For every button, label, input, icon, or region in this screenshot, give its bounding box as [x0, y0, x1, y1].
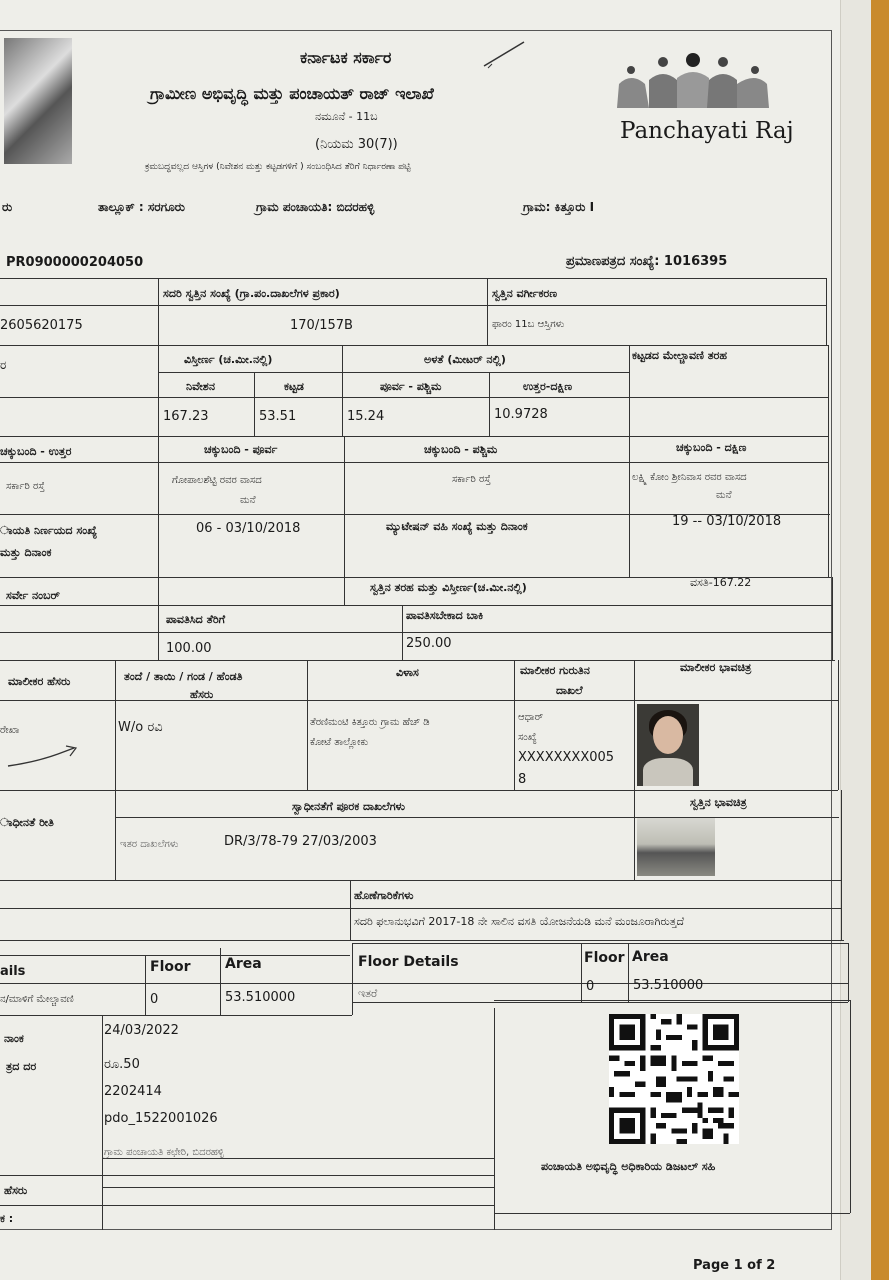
- site-area: 167.23: [163, 409, 209, 424]
- pen-mark: [482, 40, 526, 70]
- govt-title: ಕರ್ನಾಟಕ ಸರ್ಕಾರ: [300, 48, 392, 67]
- hdr-site: ನಿವೇಶನ: [186, 380, 215, 393]
- govt-emblem-image: [4, 38, 72, 164]
- north-south-length: 10.9728: [494, 407, 548, 422]
- rule: [0, 983, 848, 984]
- qr-code-icon: [609, 1014, 739, 1144]
- rule: [628, 943, 629, 1002]
- id-type-1: ಆಧಾರ್: [518, 712, 544, 723]
- issue-date-label: ನಾಂಕ: [4, 1032, 24, 1045]
- rule: [0, 700, 838, 701]
- mutation-label: ಮ್ಯುಟೇಷನ್ ವಹಿ ಸಂಖ್ಯೆ ಮತ್ತು ದಿನಾಂಕ: [386, 520, 528, 533]
- rule: [0, 397, 828, 398]
- rule: [102, 1187, 494, 1188]
- rule: [838, 660, 839, 790]
- rule: [352, 1002, 848, 1003]
- property-id: PR0900000204050: [6, 255, 144, 270]
- hdr-east-west: ಪೂರ್ವ - ಪಶ್ಚಿಮ: [380, 380, 442, 393]
- rule: [514, 660, 515, 790]
- second-page-edge: [840, 0, 871, 1280]
- hdr-owner-photo: ಮಾಲೀಕರ ಭಾವಚಿತ್ರ: [680, 661, 752, 674]
- hdr-west: ಚಕ್ಕುಬಂದಿ - ಪಶ್ಚಿಮ: [424, 443, 498, 456]
- property-class: ಫಾರಂ 11ಬ ಆಸ್ತಿಗಳು: [492, 319, 565, 330]
- rule: [0, 880, 841, 881]
- receipt-number: 2202414: [104, 1084, 162, 1099]
- resolution-value: 06 - 03/10/2018: [196, 521, 301, 536]
- east-boundary-line1: ಗೋಪಾಲಶೆಟ್ಟಿ ರವರ ವಾಸದ: [172, 475, 262, 486]
- rule: [832, 577, 833, 660]
- id-value-1: XXXXXXXX005: [518, 750, 615, 765]
- property-number: 170/157B: [290, 318, 353, 333]
- liabilities-label: ಹೊಣೆಗಾರಿಕೆಗಳು: [354, 889, 414, 902]
- rule: [0, 1205, 494, 1206]
- panchayati-raj-logo: [615, 50, 771, 110]
- dept-title: ಗ್ರಾಮೀಣ ಅಭಿವೃದ್ಧಿ ಮತ್ತು ಪಂಚಾಯತ್ ರಾಜ್ ಇಲಾಖೆ: [150, 84, 434, 103]
- rule: [115, 660, 116, 880]
- rule: [352, 943, 848, 944]
- rule: [494, 1000, 850, 1001]
- rule: [841, 790, 842, 940]
- rule: [158, 278, 159, 660]
- hdr-extent: ವಿಸ್ತೀರ್ಣ (ಚ.ಮೀ.ನಲ್ಲಿ): [184, 353, 273, 366]
- rule: [0, 305, 826, 306]
- rule: [0, 908, 841, 909]
- tax-paid: 100.00: [166, 641, 212, 656]
- south-boundary-line1: ಲಕ್ಷ್ಮಿ ಕೋಂ ಶ್ರೀನಿವಾಸ ರವರ ವಾಸದ: [632, 472, 747, 483]
- rule: [350, 880, 351, 940]
- hdr-address: ವಿಳಾಸ: [396, 666, 419, 679]
- officer-id: pdo_1522001026: [104, 1111, 218, 1126]
- id-value-2: 8: [518, 772, 527, 787]
- resolution-label-2: ಮತ್ತು ದಿನಾಂಕ: [0, 546, 52, 559]
- rule: [344, 436, 345, 605]
- signature-mark: [6, 744, 78, 770]
- floor-details-hdr: Floor Details: [358, 954, 459, 970]
- south-boundary-line2: ಮನೆ: [716, 490, 732, 501]
- rule: [489, 372, 490, 436]
- hdr-south: ಚಕ್ಕುಬಂದಿ - ದಕ್ಷಿಣ: [676, 441, 747, 454]
- rule: [0, 345, 828, 346]
- floor-value-2: 0: [586, 979, 595, 994]
- rule: [254, 372, 255, 436]
- logo-text: Panchayati Raj: [620, 118, 794, 144]
- rule: [0, 955, 350, 956]
- rule: [307, 660, 308, 790]
- east-west-length: 15.24: [347, 409, 385, 424]
- floor-left-row-label: ನ/ಮಾಳಿಗೆ ಮೇಲ್ಚಾವಣಿ: [0, 994, 74, 1005]
- property-type-label: ಸ್ವತ್ತಿನ ತರಹ ಮತ್ತು ವಿಸ್ತೀರ್ಣ(ಚ.ಮೀ.ನಲ್ಲಿ): [370, 581, 527, 594]
- rule-number: (ನಿಯಮ 30(7)): [315, 137, 398, 152]
- rule: [0, 462, 829, 463]
- rule: [848, 943, 849, 1002]
- rule: [828, 345, 829, 577]
- area-value-1: 53.510000: [225, 990, 296, 1005]
- district-suffix: ರು: [2, 200, 13, 214]
- floor-hdr-1: Floor: [150, 959, 191, 975]
- hdr-id-2: ದಾಖಲೆ: [556, 684, 583, 697]
- rule: [0, 278, 826, 279]
- name-label: ಹೆಸರು: [4, 1184, 28, 1197]
- hdr-relation-1: ತಂದೆ / ತಾಯಿ / ಗಂಡ / ಹೆಂಡತಿ: [124, 670, 243, 683]
- owner-photo: [637, 704, 699, 786]
- issue-date: 24/03/2022: [104, 1023, 179, 1038]
- rule: [0, 1175, 494, 1176]
- hdr-owner-name: ಮಾಲೀಕರ ಹೆಸರು: [8, 675, 71, 688]
- rule: [629, 345, 630, 577]
- taluk: ತಾಲ್ಲೂಕ್ : ಸರಗೂರು: [98, 200, 185, 214]
- hdr-property-class: ಸ್ವತ್ತಿನ ವರ್ಗೀಕರಣ: [492, 287, 558, 300]
- hdr-relation-2: ಹೆಸರು: [190, 688, 214, 701]
- area-hdr-1: Area: [225, 956, 262, 972]
- rule: [220, 948, 221, 1015]
- possession-docs-label: ಸ್ವಾಧೀನತೆಗೆ ಪೂರಕ ದಾಖಲೆಗಳು: [292, 800, 406, 813]
- west-boundary: ಸರ್ಕಾರಿ ರಸ್ತೆ: [452, 474, 491, 485]
- east-boundary-line2: ಮನೆ: [240, 495, 256, 506]
- floor-hdr-2: Floor: [584, 950, 625, 966]
- resolution-label-1: ಾಯತಿ ನಿರ್ಣಯದ ಸಂಖ್ಯೆ: [0, 524, 98, 537]
- hdr-building-type: ಕಟ್ಟಡದ ಮೇಲ್ಚಾವಣಿ ತರಹ: [632, 349, 727, 362]
- hdr-north-south: ಉತ್ತರ-ದಕ್ಷಿಣ: [523, 380, 573, 393]
- hdr-measure: ಅಳತೆ (ಮೀಟರ್ ನಲ್ಲಿ): [424, 353, 506, 366]
- hdr-building: ಕಟ್ಟಡ: [284, 380, 304, 393]
- rule: [115, 817, 839, 818]
- area-value-2: 53.510000: [633, 978, 704, 993]
- digital-sign-label: ಪಂಚಾಯತಿ ಅಭಿವೃದ್ಧಿ ಅಧಿಕಾರಿಯ ಡಿಜಟಲ್ ಸಹಿ: [541, 1160, 716, 1173]
- property-photo: [637, 818, 715, 876]
- rule: [0, 940, 844, 941]
- floor-details-value: ಇತರೆ: [358, 987, 378, 1000]
- rule: [487, 278, 488, 345]
- rule: [0, 605, 832, 606]
- tax-due-label: ಪಾವತಿಸಬೇಕಾದ ಬಾಕಿ: [406, 609, 484, 622]
- rule: [402, 605, 403, 660]
- property-type-value: ವಸತಿ-167.22: [690, 576, 752, 589]
- area-hdr-2: Area: [632, 949, 669, 965]
- floor-value-1: 0: [150, 992, 159, 1007]
- hdr-north: ಚಕ್ಕುಬಂದಿ - ಉತ್ತರ: [0, 445, 72, 458]
- rule: [0, 436, 829, 437]
- village: ಗ್ರಾಮ: ಕಿತ್ತೂರು I: [523, 200, 595, 214]
- rule: [581, 943, 582, 1002]
- rule: [0, 1015, 352, 1016]
- office-name: ಗ್ರಾಮ ಪಂಚಾಯತಿ ಕಛೇರಿ, ಬಿದರಹಳ್ಳಿ: [104, 1147, 224, 1158]
- building-area: 53.51: [259, 409, 297, 424]
- rule: [102, 1015, 103, 1230]
- hdr-id-1: ಮಾಲೀಕರ ಗುರುತಿನ: [520, 664, 590, 677]
- rule: [494, 1008, 495, 1230]
- dims-left-label: ರ: [0, 358, 7, 372]
- rule: [0, 790, 838, 791]
- form-subtitle: ಕ್ರಮಬದ್ಧವಲ್ಲದ ಆಸ್ತಿಗಳ (ನಿವೇಶನ ಮತ್ತು ಕಟ್ಟಡಗಳಿಗೆ ) ಸಂಬಂಧಿಸಿದ ತೆರಿಗೆ ನಿರ್ಧಾರಣಾ ಪಟ್ಟಿ: [145, 162, 411, 172]
- panchayat: ಗ್ರಾಮ ಪಂಚಾಯತಿ: ಬಿದರಹಳ್ಳಿ: [256, 200, 375, 214]
- owner-address-2: ಕೋಟೆ ತಾಲ್ಲೋಕು: [310, 737, 369, 748]
- sig-label: ಕ :: [0, 1212, 14, 1225]
- tax-paid-label: ಪಾವತಿಸಿದ ತೆರಿಗೆ: [166, 613, 226, 626]
- possession-docs-prefix: ಇತರ ದಾಖಲೆಗಳು: [120, 839, 179, 850]
- owner-address-1: ತೆರಣಿಮಂಟಿ ಕಿತ್ತೂರು ಗ್ರಾಮ ಹೆಚ್ ಡಿ: [310, 717, 430, 728]
- left-number: 2605620175: [0, 318, 83, 333]
- fee-label: ತ್ರದ ದರ: [6, 1060, 37, 1073]
- mutation-value: 19 -- 03/10/2018: [672, 514, 782, 529]
- hdr-property-number: ಸದರಿ ಸ್ವತ್ತಿನ ಸಂಖ್ಯೆ (ಗ್ರಾ.ಪಂ.ದಾಖಲೆಗಳ ಪ್ರಕಾರ): [163, 287, 340, 300]
- north-boundary: ಸರ್ಕಾರಿ ರಸ್ತೆ: [6, 481, 45, 492]
- hdr-east: ಚಕ್ಕುಬಂದಿ - ಪೂರ್ವ: [204, 443, 278, 456]
- liabilities-value: ಸದರಿ ಫಲಾನುಭವಿಗೆ 2017-18 ನೇ ಸಾಲಿನ ವಸತಿ ಯೋಜನೆಯಡಿ ಮನೆ ಮಂಜೂರಾಗಿರುತ್ತದೆ: [354, 915, 685, 928]
- owner-name: ರೇಖಾ: [0, 725, 20, 736]
- form-number: ನಮೂನೆ - 11ಬ: [315, 110, 378, 123]
- rule: [158, 372, 630, 373]
- certificate-number: ಪ್ರಮಾಣಪತ್ರದ ಸಂಖ್ಯೆ: 1016395: [566, 254, 728, 269]
- rule: [634, 660, 635, 880]
- rule: [0, 632, 833, 633]
- fee-value: ರೂ.50: [104, 1057, 140, 1072]
- page-number: Page 1 of 2: [693, 1258, 776, 1273]
- possession-label: ಾಧೀನತೆ ರೀತಿ: [0, 816, 54, 829]
- rule: [494, 1213, 850, 1214]
- rule: [145, 955, 146, 1015]
- rule: [826, 278, 827, 345]
- tax-due: 250.00: [406, 636, 452, 651]
- floor-left-hdr: ails: [0, 964, 26, 979]
- id-type-2: ಸಂಖ್ಯೆ: [518, 732, 537, 743]
- rule: [850, 1000, 851, 1213]
- rule: [342, 345, 343, 436]
- survey-label: ಸರ್ವೇ ನಂಬರ್: [6, 589, 60, 602]
- possession-docs-value: DR/3/78-79 27/03/2003: [224, 834, 377, 849]
- property-photo-label: ಸ್ವತ್ತಿನ ಭಾವಚಿತ್ರ: [690, 796, 747, 809]
- rule: [352, 943, 353, 1015]
- owner-relation: W/o ರವಿ: [118, 720, 163, 735]
